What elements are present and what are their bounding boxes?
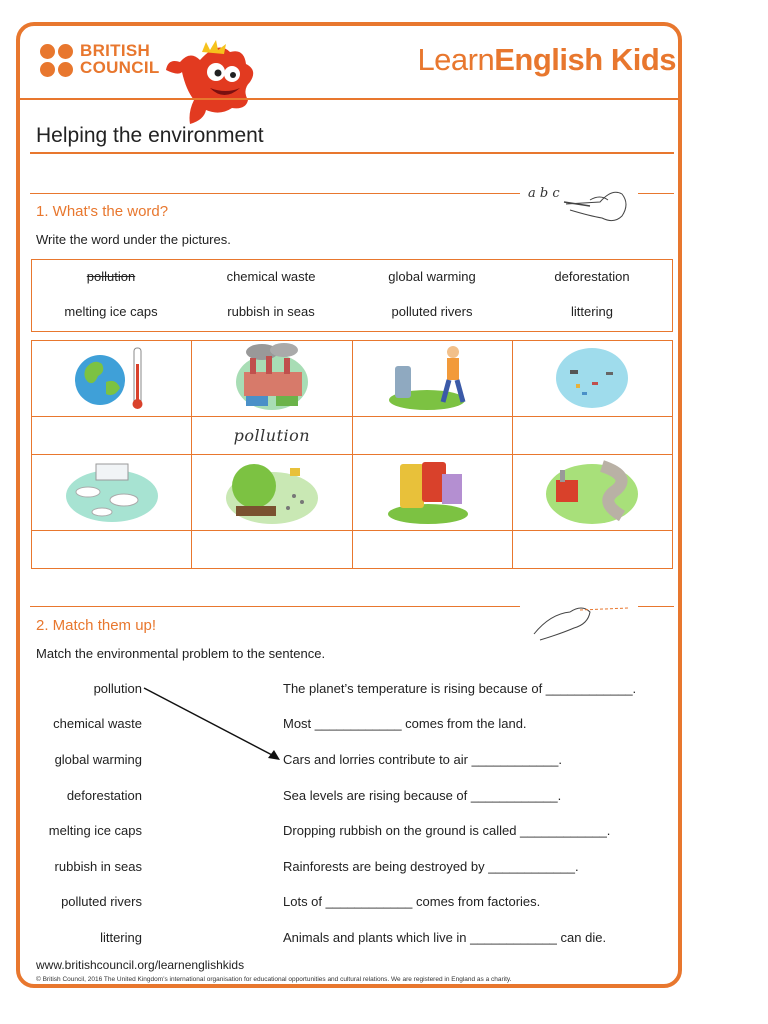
section1-rule [30,193,520,194]
abc-writing-text: a b c [528,186,560,201]
word-bank-item: rubbish in seas [227,304,315,319]
picture-cell [512,455,672,531]
answer-cell[interactable] [192,531,352,569]
section2-instruction: Match the environmental problem to the sentence. [36,646,326,661]
match-right-sentence[interactable]: Lots of ____________ comes from factories. [283,894,541,909]
chemical-barrels-icon [382,456,482,526]
answer-cell[interactable] [32,417,192,455]
answer-cell[interactable] [352,531,512,569]
picture-cell [32,341,192,417]
picture-cell [352,341,512,417]
word-bank-item: polluted rivers [391,304,473,319]
mascot-monster-icon [160,40,260,130]
word-bank-item: global warming [388,269,476,284]
word-bank-item: chemical waste [226,269,316,284]
match-right-sentence[interactable]: Animals and plants which live in ____________ can die. [283,930,607,945]
answer-cell[interactable] [512,531,672,569]
match-left-item[interactable]: polluted rivers [61,894,142,909]
match-left-item[interactable]: pollution [93,681,142,696]
section1-heading: 1. What's the word? [36,203,169,220]
match-left-item[interactable]: deforestation [66,788,142,803]
match-left-item[interactable]: littering [100,930,142,945]
picture-cell [32,455,192,531]
word-bank-item: pollution [86,269,136,284]
picture-cell [192,341,352,417]
section2-rule-end [638,606,674,607]
match-right-sentence[interactable]: Most ____________ comes from the land. [283,716,527,731]
globe-thermometer-icon [72,342,152,412]
section2-heading: 2. Match them up! [36,617,157,634]
section1-instruction: Write the word under the pictures. [36,232,231,247]
british-council-logo-icon [40,44,74,78]
match-left-item[interactable]: rubbish in seas [54,859,142,874]
title-underline [30,152,674,154]
answer-cell[interactable] [512,417,672,455]
word-bank-item: melting ice caps [64,304,158,319]
factory-pollution-icon [232,342,312,412]
match-left-item[interactable]: global warming [54,752,142,767]
word-bank-item: deforestation [554,269,630,284]
deforestation-icon [222,456,322,526]
picture-cell [512,341,672,417]
writing-hand-icon [560,180,632,230]
answer-cell[interactable] [192,417,352,455]
learnenglish-kids-logo: LearnEnglish Kids [417,42,676,77]
section1-rule-end [638,193,674,194]
footer-copyright: © British Council, 2016 The United Kingdom’s international organisation for educational opportunities and cultural relations. We are registered in England as a charity. [36,976,512,983]
section2-rule [30,606,520,607]
match-right-sentence[interactable]: Dropping rubbish on the ground is called ____________. [283,823,611,838]
answer-cell[interactable] [32,531,192,569]
match-left-item[interactable]: chemical waste [53,716,142,731]
littering-person-icon [387,342,477,412]
rubbish-in-sea-icon [552,342,632,412]
header-divider [20,98,682,100]
match-right-sentence[interactable]: Cars and lorries contribute to air ____________. [283,752,562,767]
drawing-hand-icon [530,594,630,644]
picture-cell [352,455,512,531]
match-right-sentence[interactable]: Sea levels are rising because of ____________. [283,788,562,803]
match-arrow-icon [140,682,290,766]
polluted-river-icon [542,456,642,526]
handwritten-answer: pollution [233,426,311,445]
picture-grid [31,340,673,569]
answer-cell[interactable] [352,417,512,455]
picture-cell [192,455,352,531]
word-bank-item: littering [571,304,613,319]
page-title: Helping the environment [36,124,264,147]
match-right-sentence[interactable]: Rainforests are being destroyed by ____________. [283,859,579,874]
footer-url[interactable]: www.britishcouncil.org/learnenglishkids [36,958,245,972]
match-right-sentence[interactable]: The planet’s temperature is rising because of ____________. [283,681,637,696]
match-left-item[interactable]: melting ice caps [48,823,142,838]
british-council-logo-text: BRITISH COUNCIL [80,41,160,77]
melting-ice-icon [62,456,162,526]
